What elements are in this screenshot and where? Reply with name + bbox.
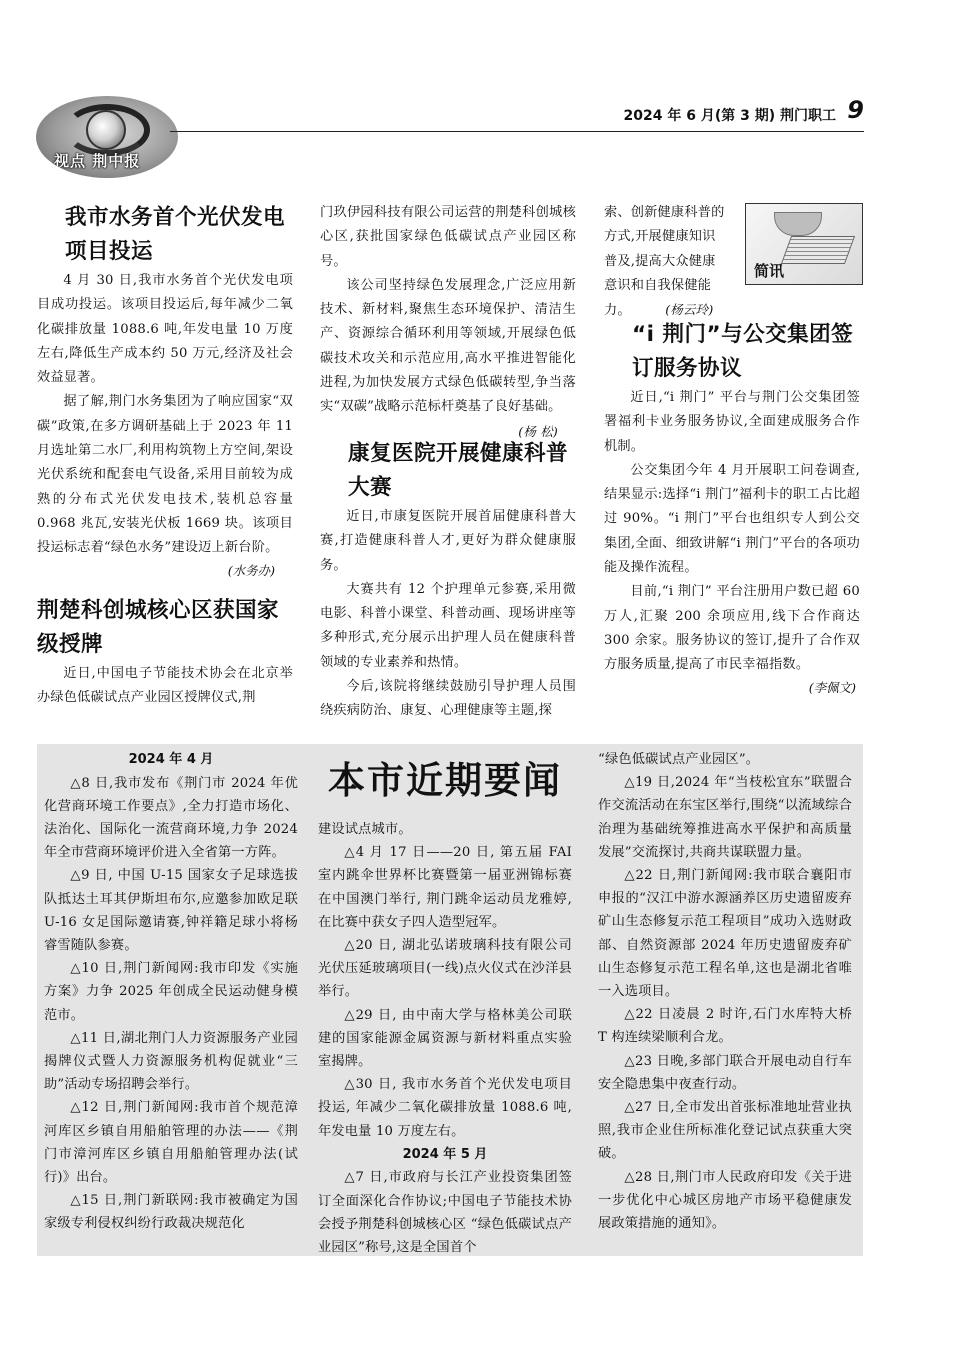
news-item: △11 日,湖北荆门人力资源服务产业园揭牌仪式暨人力资源服务机构促就业“三助”活动专场招聘会举行。 (44, 1030, 298, 1093)
article-headline: 我市水务首个光伏发电项目投运 (65, 205, 286, 264)
masthead-logo (36, 96, 178, 178)
header-rule (170, 131, 864, 132)
news-item: △28 日,荆门市人民政府印发《关于进一步优化中心城区房地产市场平稳健康发展政策措施的通知》。 (598, 1169, 852, 1232)
article-line: 方式,开展健康知识 (604, 229, 716, 245)
news-item-continued: “绿色低碳试点产业园区”。 (598, 752, 760, 767)
page-number: 9 (847, 96, 864, 124)
article-paragraph: 近日,市康复医院开展首届健康科普大赛,打造健康科普人才,更好为群众健康服务。 (320, 509, 576, 573)
news-column-2 (318, 818, 572, 1259)
article-paragraph: 大赛共有 12 个护理单元参赛,采用微电影、科普小课堂、科普动画、现场讲座等多种形式,充分展示出护理人员在健康科普领域的专业素养和热情。 (320, 581, 576, 670)
news-item: △7 日,市政府与长江产业投资集团签订全面深化合作协议;中国电子节能技术协会授予荆楚科创城核心区 “绿色低碳试点产业园区”称号,这是全国首个 (318, 1170, 572, 1256)
news-item: △22 日,荆门新闻网:我市联合襄阳市申报的“汉江中游水源涵养区历史遗留废弃矿山生态修复示范工程项目”成功入选财政部、自然资源部 2024 年历史遗留废弃矿山生态修复示范工程名单,这也是湖北省唯一入选项目。 (598, 868, 852, 1000)
article-line: 意识和自我保健能 (604, 277, 712, 293)
news-item: △27 日,全市发出首张标准地址营业执照,我市企业住所标准化登记试点获重大突破。 (598, 1100, 852, 1162)
news-item: △8 日,我市发布《荆门市 2024 年优化营商环境工作要点》,全力打造市场化、法治化、国际化一流营商环境,力争 2024 年全市营商环境评价进入全省第一方阵。 (44, 775, 298, 861)
news-item: △19 日,2024 年“当枝松宜东”联盟合作交流活动在东宝区举行,围绕“以流域综合治理为基础统筹推进高水平保护和高质量发展”交流探讨,共商共谋联盟力量。 (598, 775, 852, 860)
article-byline: (杨云玲) (665, 302, 714, 317)
brief-label: 简讯 (754, 262, 785, 280)
article-paragraph: 今后,该院将继续鼓励引导护理人员围绕疾病防治、康复、心理健康等主题,探 (320, 679, 576, 719)
article-paragraph (320, 274, 576, 439)
news-column-1 (44, 748, 298, 1236)
article-pv (37, 201, 293, 579)
news-item: △4 月 17 日——20 日, 第五届 FAI 室内跳伞世界杯比赛暨第一届亚洲锦标赛在中国澳门举行, 荆门跳伞运动员龙雅婷,在比赛中获女子四人造型冠军。 (318, 845, 572, 930)
coffee-cup-icon (774, 212, 822, 236)
news-item-continued: 建设试点城市。 (318, 822, 412, 837)
article-paragraph: 近日,“i 荆门” 平台与荆门公交集团签署福利卡业务服务协议,全面建成服务合作机制。 (604, 390, 860, 454)
article-byline: (水务办) (227, 562, 275, 578)
issue-date: 2024 年 6 月(第 3 期) 荆门职工 (623, 108, 836, 124)
article-paragraph: 近日,中国电子节能技术协会在北京举办绿色低碳试点产业园区授牌仪式,荆 (37, 666, 293, 706)
news-item: △30 日, 我市水务首个光伏发电项目投运, 年减少二氧化碳排放量 1088.6 吨,年发电量 10 万度左右。 (318, 1077, 572, 1139)
article-paragraph: 目前,“i 荆门” 平台注册用户数已超 60 万人,汇聚 200 余项应用,线下合作商达 300 余家。服务协议的签订,提升了合作双方服务质量,提高了市民幸福指数。 (604, 584, 860, 673)
news-item: △23 日晚,多部门联合开展电动自行车安全隐患集中夜查行动。 (598, 1053, 852, 1092)
article-line: 力。 (604, 303, 631, 318)
article-jm (604, 318, 860, 696)
article-paragraph: 门玖伊园科技有限公司运营的荆楚科创城核心区,获批国家绿色低碳试点产业园区称号。 (320, 205, 576, 269)
news-item: △15 日,荆门新联网:我市被确定为国家级专利侵权纠纷行政裁决规范化 (44, 1193, 298, 1232)
article-kf (320, 437, 576, 724)
news-month-heading: 2024 年 5 月 (402, 1146, 488, 1162)
article-paragraph: 据了解,荆门水务集团为了响应国家“双碳”政策,在多方调研基础上于 2023 年 11 月选址第二水厂,利用构筑物上方空间,架设光伏系统和配套电气设备,采用目前较为成熟的分布式光伏发电技术,装机总容量 0.968 兆瓦,安装光伏板 1669 块。该项目投运标志着“绿色水务”建设迈上新台阶。 (37, 394, 293, 556)
globe-icon (86, 110, 126, 150)
news-item: △29 日, 由中南大学与格林美公司联建的国家能源金属资源与新材料重点实验室揭牌。 (318, 1007, 572, 1070)
article-kf-continued (604, 201, 744, 298)
article-kc (37, 594, 293, 711)
news-item: △12 日,荆门新闻网:我市首个规范漳河库区乡镇自用船舶管理的办法——《荆门市漳河库区乡镇自用船舶管理办法(试行)》出台。 (44, 1100, 298, 1186)
article-headline: 康复医院开展健康科普大赛 (348, 441, 569, 500)
article-line: 索、创新健康科普的 (604, 205, 725, 220)
article-kc-continued (320, 201, 576, 444)
brief-illustration (745, 203, 863, 285)
article-byline: (李佩文) (808, 679, 856, 695)
news-column-3 (598, 748, 852, 1235)
news-month-heading: 2024 年 4 月 (128, 752, 214, 767)
section-logo-label: 视点 荆中报 (54, 152, 141, 170)
news-item: △10 日,荆门新闻网:我市印发《实施方案》力争 2025 年创成全民运动健身模范市。 (44, 961, 298, 1023)
article-paragraph-text: 该公司坚持绿色发展理念,广泛应用新技术、新材料,聚焦生态环境保护、清洁生产、资源综合循环利用等领域,开展绿色低碳技术攻关和示范应用,高水平推进智能化进程,为加快发展方式绿色低碳转型,争当落实“双碳”战略示范标杆奠基了良好基础。 (320, 277, 576, 415)
article-headline: 荆楚科创城核心区获国家级授牌 (37, 598, 280, 657)
news-roundup-title: 本市近期要闻 (328, 759, 562, 802)
news-item: △9 日, 中国 U-15 国家女子足球选拔队抵达土耳其伊斯坦布尔,应邀参加欧足联 U-16 女足国际邀请赛,钟祥籍足球小将杨睿雪随队参赛。 (44, 868, 298, 954)
article-paragraph: 公交集团今年 4 月开展职工问卷调查,结果显示:选择“i 荆门”福利卡的职工占比超过 90%。“i 荆门”平台也组织专人到公交集团,全面、细致讲解“i 荆门”平台的各项功能及操作流程。 (604, 462, 860, 576)
books-icon (781, 236, 855, 264)
article-paragraph: 4 月 30 日,我市水务首个光伏发电项目成功投运。该项目投运后,每年减少二氧化碳排放量 1088.6 吨,年发电量 10 万度左右,降低生产成本约 50 万元,经济及社会效益显著。 (37, 273, 293, 386)
news-item: △20 日, 湖北弘诺玻璃科技有限公司光伏压延玻璃项目(一线)点火仪式在沙洋县举行。 (318, 938, 572, 1000)
article-headline: “i 荆门”与公交集团签订服务协议 (632, 322, 854, 381)
article-byline: (杨 松) (518, 423, 558, 439)
news-item: △22 日凌晨 2 时许,石门水库特大桥 T 构连续梁顺利合龙。 (598, 1007, 852, 1046)
article-line: 普及,提高大众健康 (604, 253, 716, 269)
